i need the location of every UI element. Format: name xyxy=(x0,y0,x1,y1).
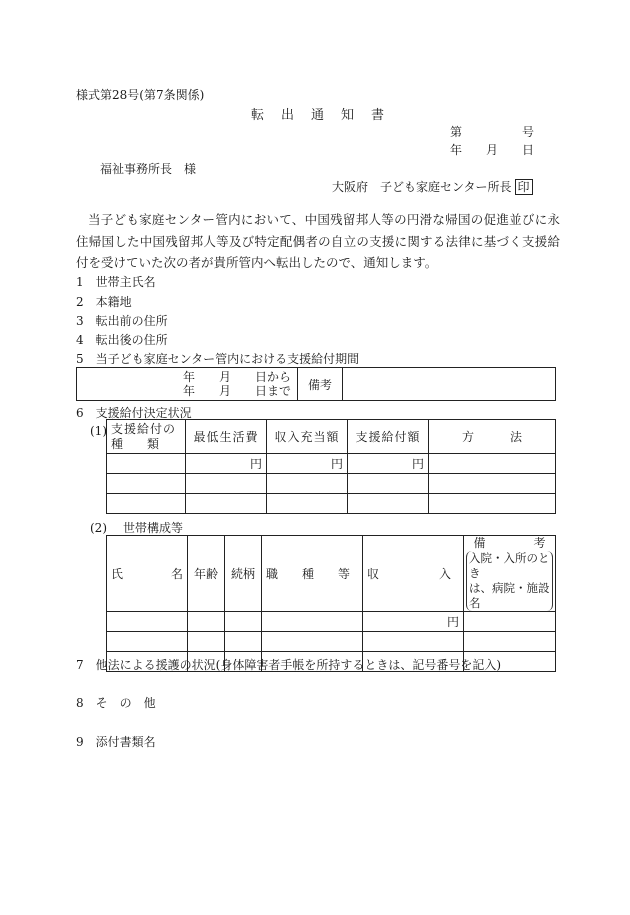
benefit-type-header-line1: 支援給付の xyxy=(111,421,177,436)
item-label: 他法による援護の状況(身体障害者手帳を所持するときは、記号番号を記入) xyxy=(95,658,502,672)
item-label: 本籍地 xyxy=(95,295,132,309)
income-applied-header: 収入充当額 xyxy=(267,420,348,454)
table-row xyxy=(107,494,556,514)
table-cell xyxy=(267,474,348,494)
sender xyxy=(332,178,533,195)
sub2-heading xyxy=(90,519,183,536)
yen-unit: 円 xyxy=(411,457,424,471)
date-month: 月 xyxy=(486,143,499,157)
period-to xyxy=(83,384,291,398)
item-number: 7 xyxy=(76,658,84,672)
period-remarks-label: 備考 xyxy=(298,368,343,401)
title-char: 書 xyxy=(370,108,384,123)
table-cell xyxy=(429,474,556,494)
title-char: 知 xyxy=(340,108,354,123)
item-4 xyxy=(76,331,168,348)
period-from-day: 日から xyxy=(254,370,291,384)
item-number: 4 xyxy=(76,333,84,347)
table-cell xyxy=(188,632,225,652)
table-cell xyxy=(107,612,188,632)
table-row xyxy=(107,454,556,474)
item-1 xyxy=(76,273,156,290)
household-remarks-note xyxy=(466,551,553,611)
item-number: 5 xyxy=(76,352,84,366)
date-day: 日 xyxy=(522,143,535,157)
item-label: 添付書類名 xyxy=(95,735,156,749)
table-cell xyxy=(186,474,267,494)
table-cell xyxy=(363,612,464,632)
household-remarks-header xyxy=(464,536,556,612)
item-label: 世帯主氏名 xyxy=(95,275,156,289)
table-cell xyxy=(262,612,363,632)
table-cell xyxy=(464,612,556,632)
table-cell xyxy=(348,474,429,494)
body-paragraph: 当子ども家庭センター管内において、中国残留邦人等の円滑な帰国の促進並びに永住帰国した中国残留邦人等及び特定配偶者の自立の支援に関する法律に基づく支援給付を受けていた次の者が貴所管内へ転出したので、通知します。 xyxy=(76,212,560,270)
benefit-type-header-line2: 種 類 xyxy=(111,436,160,451)
sub2-marker: (2) xyxy=(90,521,107,535)
addressee: 福祉事務所長 様 xyxy=(100,162,197,176)
title-char: 出 xyxy=(280,108,294,123)
period-remarks-value xyxy=(343,368,556,401)
method-header: 方 法 xyxy=(429,420,556,454)
item-label: そ の 他 xyxy=(95,696,156,710)
table-row xyxy=(107,474,556,494)
period-from-month: 月 xyxy=(218,370,231,384)
table-cell xyxy=(348,494,429,514)
household-remarks-note-line2: は、病院・施設名 xyxy=(469,581,550,610)
period-to-day: 日まで xyxy=(254,384,291,398)
title-char: 通 xyxy=(310,108,324,123)
table-cell xyxy=(186,454,267,474)
item-2 xyxy=(76,293,132,310)
benefit-type-header xyxy=(107,420,186,454)
item-9 xyxy=(76,733,156,750)
table-cell xyxy=(225,632,262,652)
item-label: 転出後の住所 xyxy=(95,333,168,347)
date-year: 年 xyxy=(450,143,463,157)
title-char: 転 xyxy=(251,108,265,123)
table-cell xyxy=(225,612,262,632)
table-cell xyxy=(107,494,186,514)
table-cell xyxy=(348,454,429,474)
sub2-label: 世帯構成等 xyxy=(123,521,184,535)
table-row xyxy=(107,612,556,632)
table-cell xyxy=(186,494,267,514)
period-from xyxy=(83,370,291,384)
household-remarks-note-line1: 入院・入所のとき xyxy=(469,551,550,580)
item-number: 6 xyxy=(76,406,84,420)
sub1-marker: (1) xyxy=(90,424,107,438)
document-title xyxy=(251,104,384,123)
item-label: 当子ども家庭センター管内における支援給付期間 xyxy=(95,352,360,366)
age-header: 年齢 xyxy=(188,536,225,612)
household-remarks-title: 備 考 xyxy=(473,536,546,550)
seal-mark: 印 xyxy=(515,179,533,195)
table-cell xyxy=(429,494,556,514)
name-header: 氏 名 xyxy=(107,536,188,612)
yen-unit: 円 xyxy=(249,457,262,471)
table-cell xyxy=(107,474,186,494)
table-cell xyxy=(107,454,186,474)
min-living-cost-header: 最低生活費 xyxy=(186,420,267,454)
table-row xyxy=(107,632,556,652)
benefit-table xyxy=(106,419,556,514)
relation-header: 続柄 xyxy=(225,536,262,612)
item-3 xyxy=(76,312,168,329)
item-label: 転出前の住所 xyxy=(95,314,168,328)
item-number: 8 xyxy=(76,696,84,710)
benefit-amount-header: 支援給付額 xyxy=(348,420,429,454)
period-to-year: 年 xyxy=(182,384,195,398)
table-cell xyxy=(262,632,363,652)
table-cell xyxy=(267,494,348,514)
sender-name: 大阪府 子ども家庭センター所長 xyxy=(332,180,512,194)
household-table xyxy=(106,535,556,672)
item-number: 1 xyxy=(76,275,84,289)
form-number: 様式第28号(第7条関係) xyxy=(76,88,205,102)
yen-unit: 円 xyxy=(447,615,460,629)
occupation-header: 職 種 等 xyxy=(262,536,363,612)
income-header: 収 入 xyxy=(363,536,464,612)
number-prefix: 第 xyxy=(450,125,463,139)
item-number: 3 xyxy=(76,314,84,328)
table-cell xyxy=(188,612,225,632)
item-7 xyxy=(76,656,501,673)
table-cell xyxy=(107,632,188,652)
item-8 xyxy=(76,694,156,711)
table-cell xyxy=(267,454,348,474)
table-cell xyxy=(464,632,556,652)
item-label: 支援給付決定状況 xyxy=(95,406,192,420)
table-cell xyxy=(429,454,556,474)
item-5 xyxy=(76,350,359,367)
period-from-year: 年 xyxy=(182,370,195,384)
yen-unit: 円 xyxy=(330,457,343,471)
period-table xyxy=(76,367,556,401)
number-suffix: 号 xyxy=(522,125,535,139)
table-cell xyxy=(363,632,464,652)
period-to-month: 月 xyxy=(218,384,231,398)
item-number: 2 xyxy=(76,295,84,309)
period-dates xyxy=(77,368,298,401)
item-number: 9 xyxy=(76,735,84,749)
